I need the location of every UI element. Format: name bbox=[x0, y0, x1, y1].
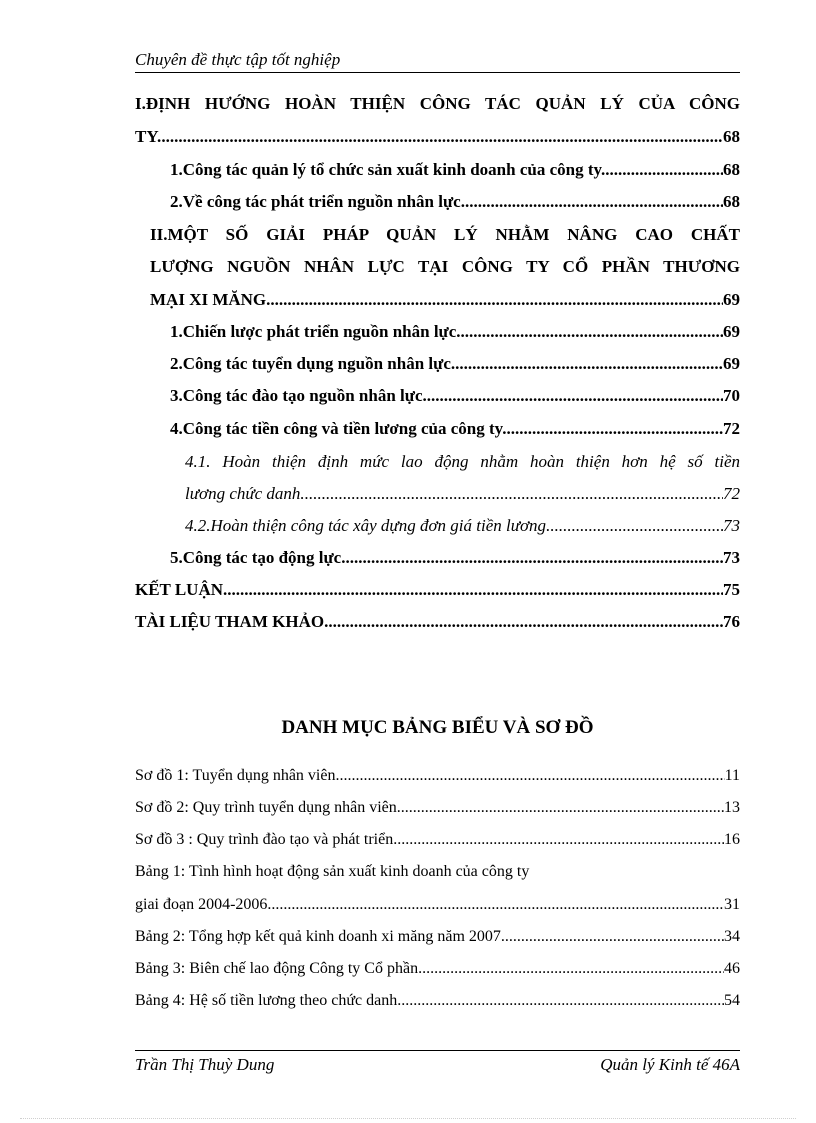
toc-label: 2.Về công tác phát triển nguồn nhân lực bbox=[170, 192, 461, 211]
toc-section-2-line bbox=[150, 290, 740, 310]
toc-page-number: 72 bbox=[723, 419, 740, 438]
dot-leader bbox=[461, 192, 723, 212]
list-label: giai đoạn 2004-2006 bbox=[135, 896, 268, 913]
toc-section-1-line bbox=[135, 127, 740, 147]
dot-leader bbox=[418, 960, 724, 978]
page-header bbox=[135, 48, 740, 73]
toc-subitem bbox=[185, 484, 740, 504]
toc-subitem bbox=[185, 516, 740, 536]
footer-author: Trần Thị Thuỳ Dung bbox=[135, 1055, 275, 1074]
toc-item bbox=[170, 322, 740, 342]
toc-item bbox=[170, 160, 740, 180]
toc-page-number: 75 bbox=[723, 580, 740, 599]
list-page-number: 54 bbox=[724, 992, 740, 1009]
toc-page-number: 68 bbox=[723, 192, 740, 211]
toc-references bbox=[135, 612, 740, 632]
toc-item bbox=[170, 548, 740, 568]
footer-class: Quản lý Kinh tế 46A bbox=[600, 1055, 740, 1074]
list-page-number: 16 bbox=[724, 831, 740, 848]
list-item-heading: Bảng 1: Tình hình hoạt động sản xuất kinh doanh của công ty bbox=[135, 863, 530, 880]
list-item bbox=[135, 992, 740, 1010]
toc-subitem-4-1-heading: 4.1. Hoàn thiện định mức lao động nhằm hoàn thiện hơn hệ số tiền bbox=[185, 452, 740, 471]
toc-label: 2.Công tác tuyển dụng nguồn nhân lực. bbox=[170, 354, 456, 373]
toc-label: 1.Chiến lược phát triển nguồn nhân lực bbox=[170, 322, 457, 341]
toc-page-number: 68 bbox=[723, 127, 740, 146]
toc-page-number: 76 bbox=[723, 612, 740, 631]
toc-item bbox=[170, 192, 740, 212]
list-label: Bảng 3: Biên chế lao động Công ty Cổ phần bbox=[135, 960, 419, 977]
dot-leader bbox=[605, 160, 723, 180]
toc-section-1-heading: I.ĐỊNH HƯỚNG HOÀN THIỆN CÔNG TÁC QUẢN LÝ CỦA CÔNG bbox=[135, 94, 740, 113]
dot-leader bbox=[397, 831, 724, 849]
dot-leader bbox=[505, 928, 724, 946]
toc-label: MẠI XI MĂNG. bbox=[150, 290, 271, 309]
toc-item bbox=[170, 419, 740, 439]
list-label: Sơ đồ 3 : Quy trình đào tạo và phát triển. bbox=[135, 831, 398, 848]
toc-page-number: 70 bbox=[723, 386, 740, 405]
toc-item bbox=[170, 386, 740, 406]
list-item bbox=[135, 928, 740, 946]
toc-page-number: 69 bbox=[723, 290, 740, 309]
document-title: Chuyên đề thực tập tốt nghiệp bbox=[135, 50, 341, 69]
toc-section-2-heading-cont: LƯỢNG NGUỒN NHÂN LỰC TẠI CÔNG TY CỔ PHẦN THƯƠNG bbox=[150, 257, 740, 276]
list-label: Sơ đồ 1: Tuyển dụng nhân viên. bbox=[135, 767, 340, 784]
list-item bbox=[135, 896, 740, 914]
toc-label: 4.2.Hoàn thiện công tác xây dựng đơn giá tiền lương bbox=[185, 516, 547, 535]
toc-section-2-heading: II.MỘT SỐ GIẢI PHÁP QUẢN LÝ NHẰM NÂNG CAO CHẤT bbox=[150, 225, 740, 244]
list-label: Sơ đồ 2: Quy trình tuyển dụng nhân viên bbox=[135, 799, 397, 816]
toc-label: 1.Công tác quản lý tổ chức sản xuất kinh doanh của công ty. bbox=[170, 160, 606, 179]
toc-label: KẾT LUẬN bbox=[135, 580, 224, 599]
toc-item bbox=[170, 354, 740, 374]
dot-leader bbox=[397, 992, 724, 1010]
list-label: Bảng 2: Tổng hợp kết quả kinh doanh xi măng năm 2007. bbox=[135, 928, 505, 945]
list-item bbox=[135, 831, 740, 849]
dot-leader bbox=[223, 580, 723, 600]
toc-conclusion bbox=[135, 580, 740, 600]
dot-leader bbox=[339, 767, 724, 785]
dot-leader bbox=[341, 548, 723, 568]
list-title: DANH MỤC BẢNG BIỂU VÀ SƠ ĐỒ bbox=[281, 717, 594, 738]
dot-leader bbox=[455, 354, 723, 374]
toc-label: TÀI LIỆU THAM KHẢO bbox=[135, 612, 325, 631]
page-footer bbox=[135, 1050, 740, 1075]
dot-leader bbox=[161, 127, 723, 147]
dot-leader bbox=[423, 386, 723, 406]
toc-label: 5.Công tác tạo động lực bbox=[170, 548, 342, 567]
dot-leader bbox=[305, 484, 723, 504]
toc-label: lương chức danh. bbox=[185, 484, 305, 503]
toc-label: 3.Công tác đào tạo nguồn nhân lực bbox=[170, 386, 423, 405]
dot-leader bbox=[397, 799, 724, 817]
list-item bbox=[135, 960, 740, 978]
dot-leader bbox=[267, 896, 724, 914]
dot-leader bbox=[506, 419, 723, 439]
dot-leader bbox=[324, 612, 723, 632]
list-item bbox=[135, 799, 740, 817]
list-page-number: 11 bbox=[724, 767, 740, 784]
list-page-number: 31 bbox=[724, 896, 740, 913]
toc-label: 4.Công tác tiền công và tiền lương của công ty. bbox=[170, 419, 507, 438]
list-page-number: 13 bbox=[724, 799, 740, 816]
dot-leader bbox=[270, 290, 723, 310]
toc-page-number: 73 bbox=[723, 516, 740, 535]
list-page-number: 46 bbox=[724, 960, 740, 977]
page-edge-divider bbox=[20, 1118, 796, 1119]
toc-page-number: 69 bbox=[723, 354, 740, 373]
toc-page-number: 68 bbox=[723, 160, 740, 179]
toc-label: TY. bbox=[135, 127, 162, 146]
dot-leader bbox=[546, 516, 723, 536]
list-page-number: 34 bbox=[724, 928, 740, 945]
dot-leader bbox=[456, 322, 723, 342]
toc-page-number: 72 bbox=[723, 484, 740, 503]
list-item bbox=[135, 767, 740, 785]
list-label: Bảng 4: Hệ số tiền lương theo chức danh bbox=[135, 992, 398, 1009]
toc-page-number: 73 bbox=[723, 548, 740, 567]
toc-page-number: 69 bbox=[723, 322, 740, 341]
